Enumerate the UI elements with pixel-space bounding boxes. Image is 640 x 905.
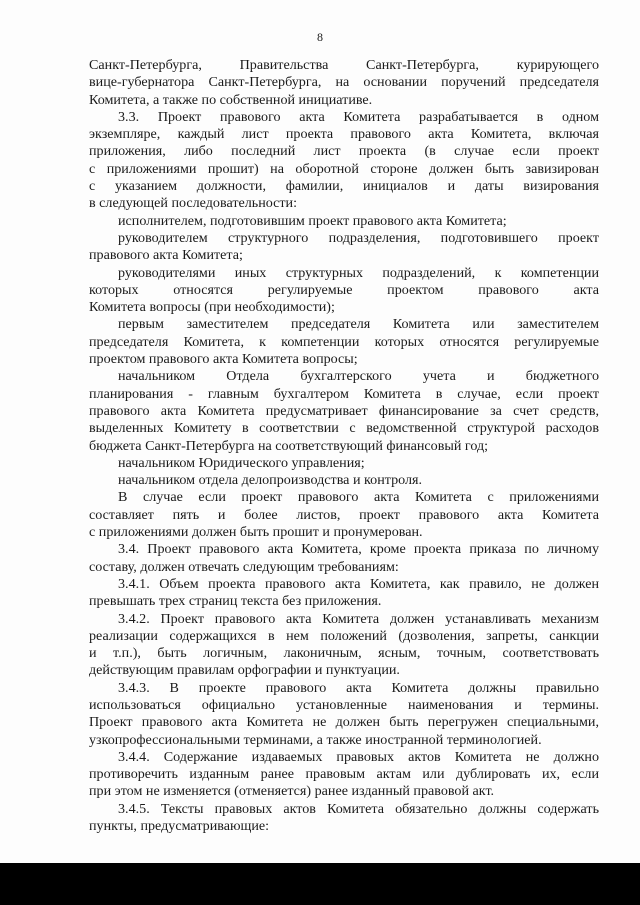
text-line: планирования - главным бухгалтером Комитета в случае, если проект	[89, 385, 599, 402]
text-line: вице-губернатора Санкт-Петербурга, на основании поручений председателя	[89, 74, 599, 91]
text-line: Комитета, а также по собственной инициативе.	[89, 91, 373, 108]
text-line: бюджета Санкт-Петербурга на соответствующий финансовый год;	[89, 437, 489, 454]
text-line: 3.4.1. Объем проекта правового акта Комитета, как правило, не должен	[118, 575, 599, 592]
text-line: Проект правового акта Комитета не должен быть перегружен специальными,	[89, 714, 599, 731]
text-line: в следующей последовательности:	[89, 195, 298, 212]
text-line: начальником отдела делопроизводства и контроля.	[118, 472, 423, 489]
text-line: Комитета вопросы (при необходимости);	[89, 299, 335, 316]
text-line: 3.4.3. В проекте правового акта Комитета должны правильно	[118, 679, 599, 696]
text-line: руководителями иных структурных подразделений, к компетенции	[118, 264, 599, 281]
text-line: первым заместителем председателя Комитета или заместителем	[118, 316, 599, 333]
text-line: начальником Юридического управления;	[118, 454, 365, 471]
page-number: 8	[317, 30, 323, 44]
text-line: узкопрофессиональными терминами, а также иностранной терминологией.	[89, 731, 542, 748]
text-line: использоваться официально установленные наименования и термины.	[89, 696, 599, 713]
text-line: правового акта Комитета предусматривает финансирование за счет средств,	[89, 402, 599, 419]
text-line: начальником Отдела бухгалтерского учета и бюджетного	[118, 368, 599, 385]
text-line: 3.3. Проект правового акта Комитета разрабатывается в одном	[118, 108, 599, 125]
text-line: превышать трех страниц текста без приложения.	[89, 593, 382, 610]
text-line: составу, должен отвечать следующим требованиям:	[89, 558, 399, 575]
text-line: председателя Комитета, к компетенции которых относятся регулируемые	[89, 333, 599, 350]
text-line: противоречить изданным ранее правовым актам или дублировать их, если	[89, 766, 599, 783]
text-line: с приложениями прошит) на оборотной стороне должен быть завизирован	[89, 160, 599, 177]
text-line: В случае если проект правового акта Комитета с приложениями	[118, 489, 599, 506]
text-line: руководителем структурного подразделения, подготовившего проект	[118, 229, 599, 246]
text-line: правового акта Комитета;	[89, 247, 243, 264]
text-line: экземпляре, каждый лист проекта правового акта Комитета, включая	[89, 126, 599, 143]
text-line: действующим правилам орфографии и пунктуации.	[89, 662, 400, 679]
text-line: Санкт-Петербурга, Правительства Санкт-Петербурга, курирующего	[89, 57, 599, 73]
text-line: выделенных Комитету в соответствии с ведомственной структурой расходов	[89, 420, 599, 437]
text-line: 3.4.5. Тексты правовых актов Комитета обязательно должны содержать	[118, 800, 599, 817]
text-line: исполнителем, подготовившим проект правового акта Комитета;	[118, 212, 507, 229]
scan-border-bottom	[0, 863, 640, 905]
text-line: проектом правового акта Комитета вопросы;	[89, 351, 358, 368]
document-body	[89, 57, 599, 835]
text-line: 3.4.2. Проект правового акта Комитета должен устанавливать механизм	[118, 610, 599, 627]
text-line: реализации содержащихся в нем положений (дозволения, запреты, санкции	[89, 627, 599, 644]
text-line: приложения, либо последний лист проекта (в случае если проект	[89, 143, 599, 160]
text-line: составляет пять и более листов, проект правового акта Комитета	[89, 506, 599, 523]
text-line: которых относятся регулируемые проектом правового акта	[89, 281, 599, 298]
text-line: 3.4.4. Содержание издаваемых правовых актов Комитета не должно	[118, 748, 599, 765]
text-line: 3.4. Проект правового акта Комитета, кроме проекта приказа по личному	[118, 541, 599, 558]
text-line: и т.п.), быть логичным, лаконичным, ясным, точным, соответствовать	[89, 645, 599, 662]
text-line: с приложениями должен быть прошит и пронумерован.	[89, 524, 423, 541]
text-line: пункты, предусматривающие:	[89, 818, 270, 835]
text-line: с указанием должности, фамилии, инициалов и даты визирования	[89, 178, 599, 195]
text-line: при этом не изменяется (отменяется) ранее изданный правовой акт.	[89, 783, 495, 800]
